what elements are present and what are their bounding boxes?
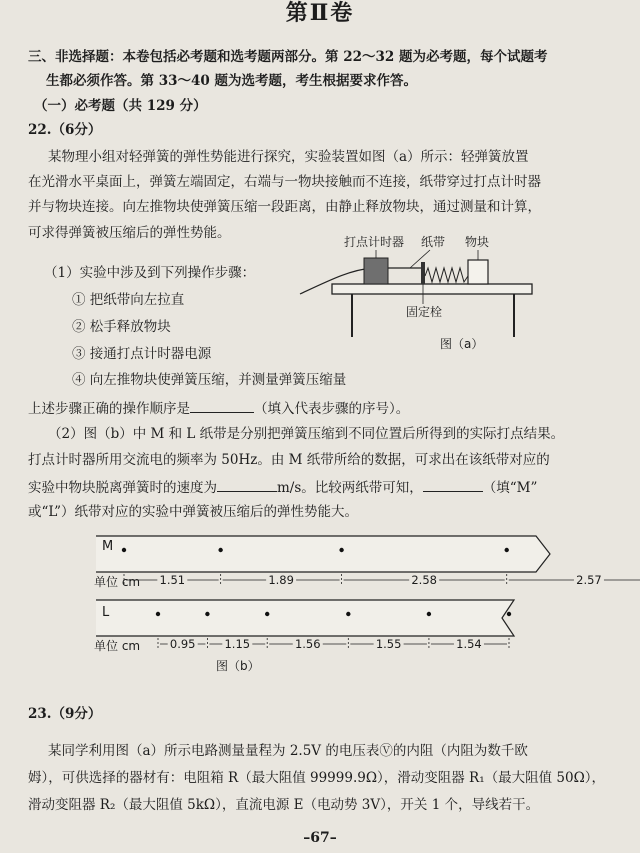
label-timer: 打点计时器 bbox=[344, 235, 405, 249]
tape-l-dot bbox=[265, 612, 269, 616]
q22-para-2: 在光滑水平桌面上，弹簧左端固定，右端与一物块接触而不连接，纸带穿过打点计时器 bbox=[28, 174, 541, 190]
q22-answer1 bbox=[28, 398, 409, 418]
q23-line-2: 姆），可供选择的器材有：电阻箱 R（最大阻值 99999.9Ω），滑动变阻器 R₁（最大阻值 50Ω）， bbox=[28, 770, 606, 786]
tape-m bbox=[96, 536, 550, 572]
tape-l-gap-label: 1.55 bbox=[375, 637, 402, 651]
tape-l-name: L bbox=[102, 605, 110, 620]
q22-step-3: ③ 接通打点计时器电源 bbox=[72, 346, 212, 362]
q22-sub1: （1）实验中涉及到下列操作步骤： bbox=[44, 265, 256, 281]
page-title: 第Ⅱ卷 bbox=[285, 0, 355, 26]
sub2-line3-suffix: （填“M” bbox=[482, 480, 538, 496]
answer1-prefix: 上述步骤正确的操作顺序是 bbox=[28, 401, 190, 417]
spring bbox=[425, 268, 468, 282]
figure-a-apparatus bbox=[290, 232, 540, 362]
tape-l-dot bbox=[427, 612, 431, 616]
tape-m-gap-label: 2.58 bbox=[411, 573, 437, 587]
q23-line-3: 滑动变阻器 R₂（最大阻值 5kΩ），直流电源 E（电动势 3V），开关 1 个，导线若干。 bbox=[28, 797, 540, 813]
q22-sub2-line-3 bbox=[28, 477, 537, 497]
sub2-line3-prefix: 实验中物块脱离弹簧时的速度为 bbox=[28, 480, 217, 496]
tape-l-gap-label: 0.95 bbox=[169, 637, 196, 651]
label-pin: 固定栓 bbox=[406, 305, 443, 319]
label-tape: 纸带 bbox=[421, 235, 446, 249]
intro-line-2: 生都必须作答。第 33～40 题为选考题，考生根据要求作答。 bbox=[46, 73, 417, 89]
table-top bbox=[332, 284, 532, 294]
figure-b-caption: 图（b） bbox=[216, 659, 260, 673]
tape-choice-blank[interactable] bbox=[423, 477, 483, 492]
q22-step-1: ① 把纸带向左拉直 bbox=[72, 292, 185, 308]
tape-m-dot bbox=[339, 548, 343, 552]
tape-m-gap-label: 2.57 bbox=[576, 573, 602, 587]
tape-m-gap-label: 1.89 bbox=[268, 573, 294, 587]
block bbox=[468, 260, 488, 284]
q22-step-4: ④ 向左推物块使弹簧压缩，并测量弹簧压缩量 bbox=[72, 372, 347, 388]
label-block: 物块 bbox=[465, 235, 490, 249]
fixed-pin bbox=[421, 262, 425, 284]
tape-l-gap-label: 1.54 bbox=[456, 637, 482, 651]
figure-b-tapes bbox=[90, 528, 602, 678]
velocity-blank[interactable] bbox=[217, 477, 277, 492]
tape-m-gap-label: 1.51 bbox=[159, 573, 186, 587]
tape-m-dot bbox=[505, 548, 509, 552]
q22-sub2-line-2: 打点计时器所用交流电的频率为 50Hz。由 M 纸带所给的数据，可求出在该纸带对应的 bbox=[28, 452, 550, 468]
q22-para-3: 并与物块连接。向左推物块使弹簧压缩一段距离，由静止释放物块，通过测量和计算， bbox=[28, 199, 541, 215]
q22-step-2: ② 松手释放物块 bbox=[72, 319, 171, 335]
tape-l-dot bbox=[205, 612, 209, 616]
timer-device bbox=[364, 258, 388, 284]
tape-m-dot bbox=[122, 548, 126, 552]
q22-sub2-line-4: 或“L”）纸带对应的实验中弹簧被压缩后的弹性势能大。 bbox=[28, 504, 359, 520]
q22-number: 22.（6分） bbox=[28, 122, 102, 138]
intro-line-1: 三、非选择题：本卷包括必考题和选考题两部分。第 22～32 题为必考题，每个试题考 bbox=[28, 49, 548, 65]
section-heading: （一）必考题（共 129 分） bbox=[34, 98, 207, 114]
answer1-blank[interactable] bbox=[190, 398, 254, 413]
tape-l-gap-label: 1.15 bbox=[224, 637, 251, 651]
q22-sub2-line-1: （2）图（b）中 M 和 L 纸带是分别把弹簧压缩到不同位置后所得到的实际打点结果。 bbox=[48, 426, 565, 442]
tape-l-dot bbox=[346, 612, 350, 616]
q23-line-1: 某同学利用图（a）所示电路测量量程为 2.5V 的电压表Ⓥ的内阻（内阻为数千欧 bbox=[48, 743, 528, 759]
tape-l-dot bbox=[507, 612, 511, 616]
sub2-line3-mid: m/s。比较两纸带可知， bbox=[277, 480, 423, 496]
page-number: –67– bbox=[303, 830, 337, 846]
tape-l bbox=[96, 600, 514, 636]
tape-m-dot bbox=[218, 548, 222, 552]
q22-para-4: 可求得弹簧被压缩后的弹性势能。 bbox=[28, 225, 231, 241]
tape-l-unit: 单位 cm bbox=[94, 639, 141, 653]
tape-l-dot bbox=[156, 612, 160, 616]
tape-l-gap-label: 1.56 bbox=[294, 637, 321, 651]
figure-a-caption: 图（a） bbox=[440, 337, 484, 351]
q22-para-1: 某物理小组对轻弹簧的弹性势能进行探究，实验装置如图（a）所示：轻弹簧放置 bbox=[48, 149, 529, 165]
q23-number: 23.（9分） bbox=[28, 706, 102, 722]
answer1-suffix: （填入代表步骤的序号）。 bbox=[254, 401, 410, 417]
tape-m-unit: 单位 cm bbox=[94, 575, 141, 589]
tape-m-name: M bbox=[102, 539, 114, 554]
